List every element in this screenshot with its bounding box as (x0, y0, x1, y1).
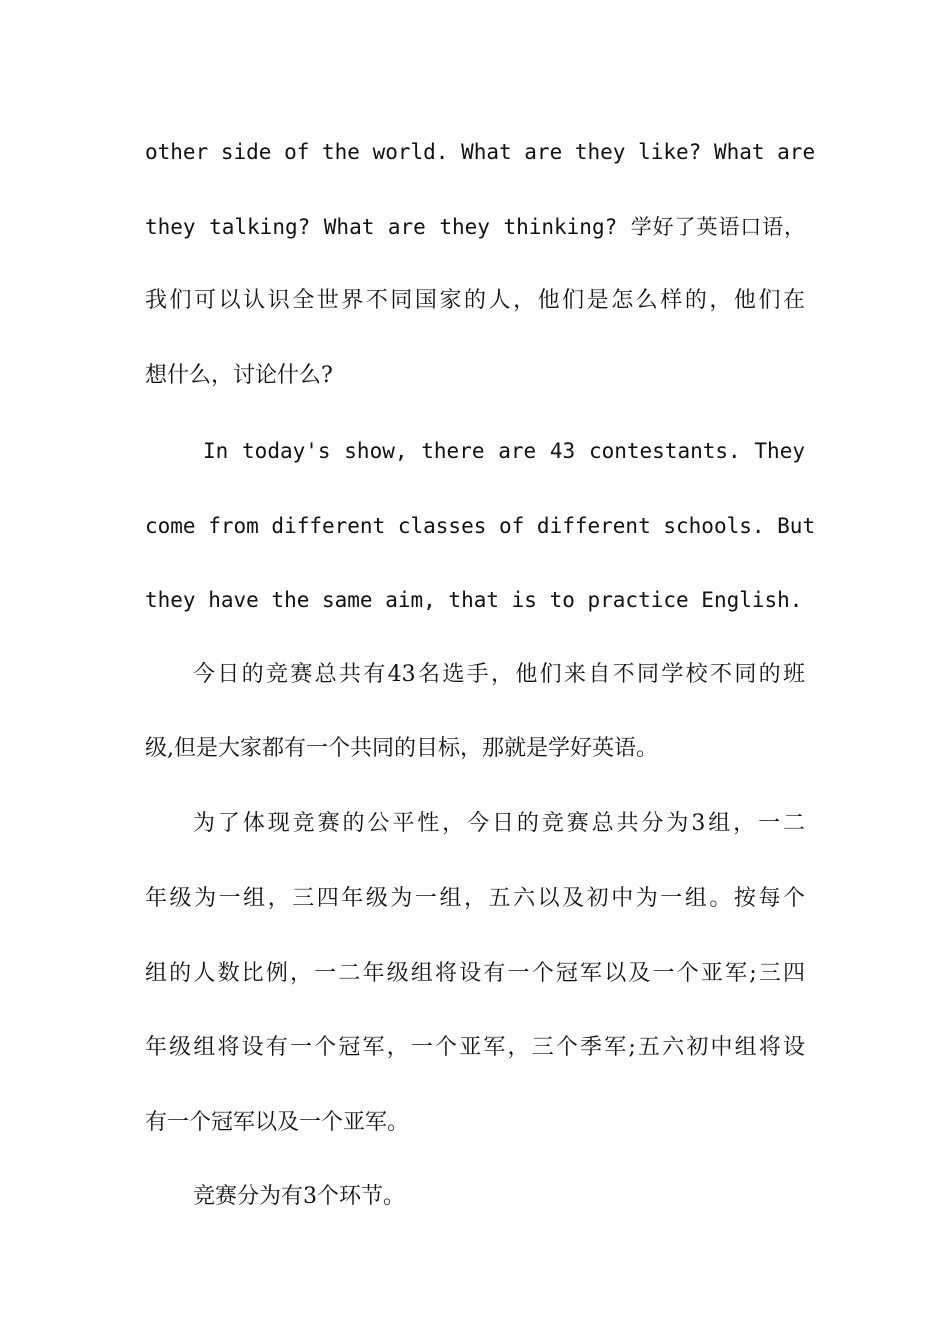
text-line: In today's show, there are 43 contestants. They (203, 439, 805, 463)
text-line: 级,但是大家都有一个共同的目标，那就是学好英语。 (145, 736, 658, 761)
text-line: other side of the world. What are they like? What are (145, 140, 816, 164)
text-line: 年级组将设有一个冠军，一个亚军，三个季军;五六初中组将设 (145, 1035, 805, 1060)
text-line: 我们可以认识全世界不同国家的人，他们是怎么样的，他们在 (145, 288, 805, 313)
text-line: 想什么，讨论什么? (145, 363, 333, 388)
text-line: 为了体现竞赛的公平性，今日的竞赛总共分为3组，一二 (193, 811, 805, 836)
text-line: they have the same aim, that is to practice English. (145, 588, 803, 612)
text-line: 有一个冠军以及一个亚军。 (145, 1110, 410, 1135)
text-line: 年级为一组，三四年级为一组，五六以及初中为一组。按每个 (145, 886, 805, 911)
text-line: they talking? What are they thinking? 学好了英语口语， (145, 215, 805, 239)
text-line: 竞赛分为有3个环节。 (193, 1184, 405, 1209)
text-line: 组的人数比例，一二年级组将设有一个冠军以及一个亚军;三四 (145, 961, 805, 986)
text-line: 今日的竞赛总共有43名选手，他们来自不同学校不同的班 (193, 662, 805, 687)
text-line: come from different classes of different schools. But (145, 514, 816, 538)
